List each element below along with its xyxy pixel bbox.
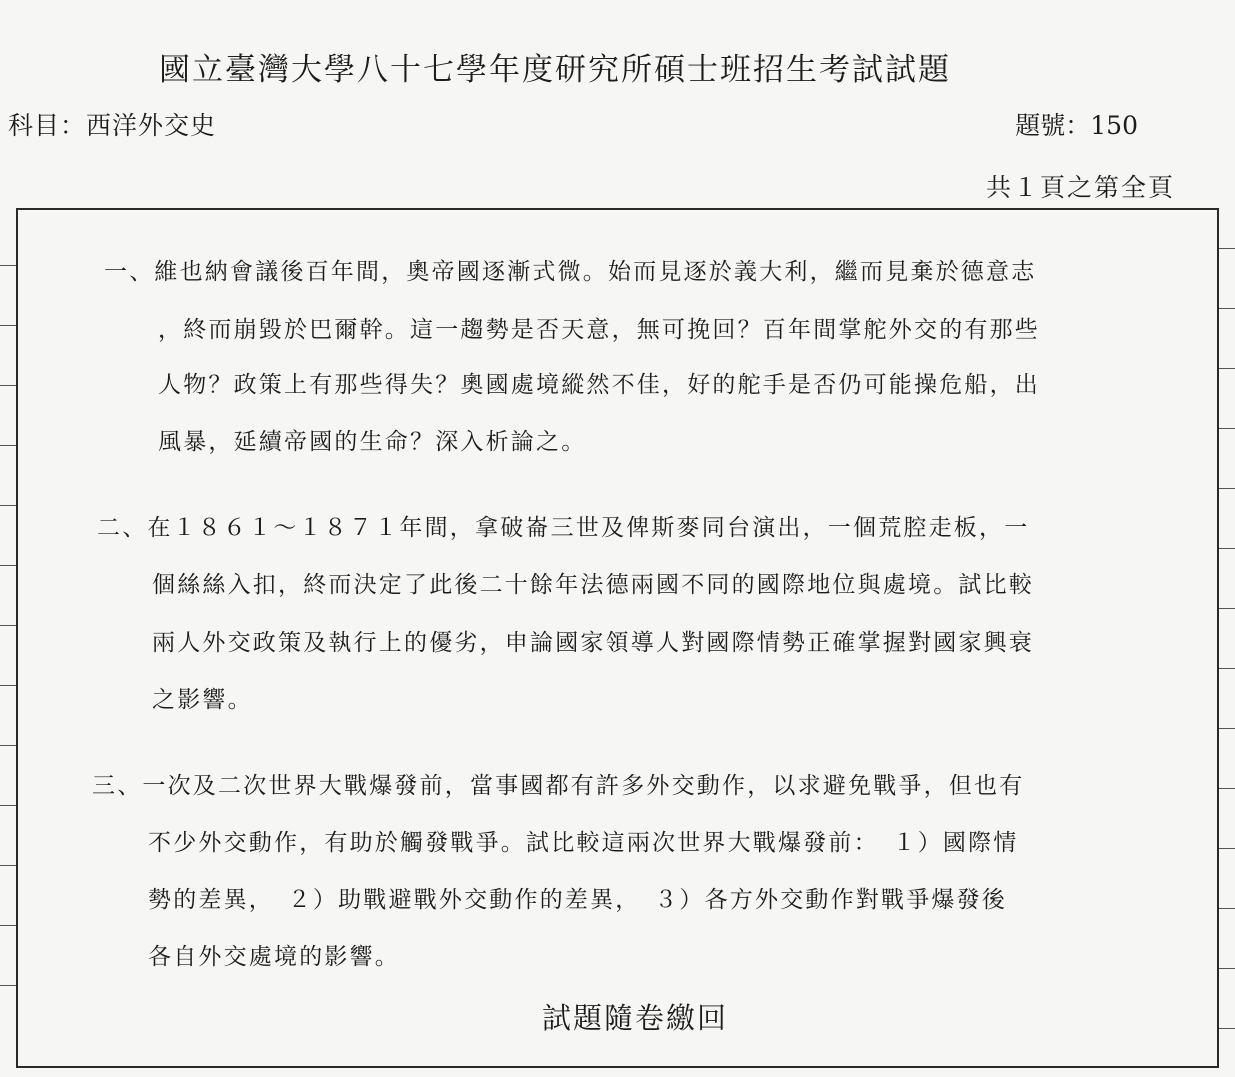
- question-1-line-2: ，終而崩毀於巴爾幹。這一趨勢是否天意，無可挽回？百年間掌舵外交的有那些: [158, 317, 1040, 343]
- ruler-tick: [1219, 608, 1235, 609]
- question-2-line-1: 二、在１８６１～１８７１年間，拿破崙三世及俾斯麥同台演出，一個荒腔走板，一: [97, 515, 1030, 541]
- question-2-line-3: 兩人外交政策及執行上的優劣，申論國家領導人對國際情勢正確掌握對國家興衰: [152, 630, 1034, 656]
- ruler-tick: [1219, 968, 1235, 969]
- question-2-line-4: 之影響。: [152, 687, 253, 713]
- ruler-tick: [1219, 548, 1235, 549]
- ruler-tick: [1219, 908, 1235, 909]
- ruler-tick: [0, 385, 16, 386]
- ruler-tick: [0, 985, 16, 986]
- right-margin-ruler: [1219, 208, 1235, 1068]
- ruler-tick: [1219, 788, 1235, 789]
- ruler-tick: [0, 745, 16, 746]
- ruler-tick: [1219, 248, 1235, 249]
- question-3-line-4: 各自外交處境的影響。: [148, 944, 400, 970]
- question-2-line-2: 個絲絲入扣，終而決定了此後二十餘年法德兩國不同的國際地位與處境。試比較: [152, 572, 1034, 598]
- ruler-tick: [0, 505, 16, 506]
- ruler-tick: [0, 565, 16, 566]
- ruler-tick: [0, 625, 16, 626]
- question-3-line-2: 不少外交動作，有助於觸發戰爭。試比較這兩次世界大戰爆發前： １）國際情: [148, 830, 1019, 856]
- subject-label: 科目：西洋外交史: [8, 111, 217, 140]
- page-info: 共１頁之第全頁: [985, 173, 1175, 202]
- question-3-line-1: 三、一次及二次世界大戰爆發前，當事國都有許多外交動作，以求避免戰爭，但也有: [92, 773, 1025, 799]
- question-1-line-3: 人物？政策上有那些得失？奧國處境縱然不佳，好的舵手是否仍可能操危船，出: [158, 372, 1040, 398]
- ruler-tick: [1219, 668, 1235, 669]
- question-1-line-4: 風暴，延續帝國的生命？深入析論之。: [158, 429, 587, 455]
- ruler-tick: [0, 685, 16, 686]
- ruler-tick: [0, 325, 16, 326]
- ruler-tick: [0, 865, 16, 866]
- ruler-tick: [1219, 848, 1235, 849]
- ruler-tick: [0, 265, 16, 266]
- ruler-tick: [1219, 428, 1235, 429]
- left-margin-ruler: [0, 208, 16, 1068]
- ruler-tick: [1219, 368, 1235, 369]
- return-notice: 試題隨卷繳回: [541, 1001, 728, 1035]
- ruler-tick: [1219, 488, 1235, 489]
- ruler-tick: [0, 445, 16, 446]
- question-3-line-3: 勢的差異， ２）助戰避戰外交動作的差異， ３）各方外交動作對戰爭爆發後: [148, 887, 1007, 913]
- ruler-tick: [0, 805, 16, 806]
- ruler-tick: [1219, 308, 1235, 309]
- ruler-tick: [0, 925, 16, 926]
- exam-title: 國立臺灣大學八十七學年度研究所碩士班招生考試試題: [159, 52, 951, 88]
- question-1-line-1: 一、維也納會議後百年間，奧帝國逐漸式微。始而見逐於義大利，繼而見棄於德意志: [104, 259, 1037, 285]
- ruler-tick: [1219, 728, 1235, 729]
- question-number: 題號：150: [1015, 111, 1138, 140]
